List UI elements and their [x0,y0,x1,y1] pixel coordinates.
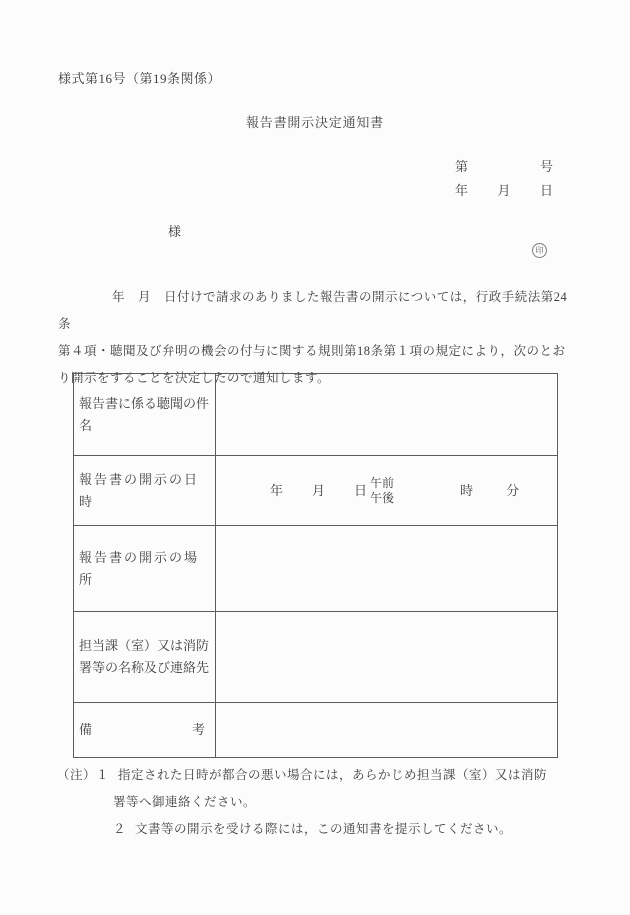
notes-block [57,762,575,843]
datetime-month-label: 月 [312,482,326,498]
row-value [216,612,558,703]
doc-number-line [455,156,553,175]
document-title: 報告書開示決定通知書 [245,115,384,130]
remarks-label [79,719,211,741]
datetime-year-label: 年 [270,482,284,498]
note-item-1-continued [113,789,575,816]
doc-number-suffix: 号 [539,159,553,174]
date-year-label: 年 [455,183,469,198]
am-label: 午前 [370,475,395,490]
row-value [216,374,558,456]
datetime-day-label: 日 [354,482,368,498]
table-row-contact-section [74,612,558,703]
datetime-hour-label: 時 [460,482,474,498]
seal-character: 印 [535,246,544,255]
note-marker: （注） [57,768,97,782]
datetime-minute-label: 分 [506,482,520,498]
table-row-remarks [74,703,558,758]
seal-icon [532,243,547,258]
am-pm-labels [370,476,394,506]
form-number: 様式第16号（第19条関係） [58,71,222,86]
row-label: 報告書に係る聴聞の件名 [74,374,216,456]
note-item-1 [57,762,575,789]
issue-date-line [455,180,553,199]
note-number: １ [96,768,110,782]
remarks-label-right: 考 [191,722,205,737]
table-row-disclosure-place [74,526,558,612]
note-text: 指定された日時が都合の悪い場合には，あらかじめ担当課（室）又は消防 [118,768,548,782]
disclosure-table [73,373,558,758]
doc-number-prefix: 第 [455,159,469,174]
datetime-value [221,476,553,506]
row-value [216,703,558,758]
body-line: 第４項・聴聞及び弁明の機会の付与に関する規則第18条第１項の規定により，次のとお [58,344,566,358]
note-number: ２ [113,822,127,836]
remarks-label-left: 備 [79,722,93,737]
note-text: 署等へ御連絡ください。 [113,795,257,809]
date-day-label: 日 [539,183,553,198]
body-line: 年 月 日付けで請求のありました報告書の開示については，行政手続法第24条 [58,290,568,331]
addressee-honorific: 様 [168,224,182,239]
row-label: 報告書の開示の場所 [74,526,216,612]
pm-label: 午後 [370,490,395,505]
date-month-label: 月 [497,183,511,198]
note-text: 文書等の開示を受ける際には，この通知書を提示してください。 [135,822,513,836]
row-label: 担当課（室）又は消防署等の名称及び連絡先 [74,612,216,703]
row-value [216,456,558,526]
row-label: 報告書の開示の日時 [74,456,216,526]
table-row-hearing-case-name [74,374,558,456]
row-label [74,703,216,758]
row-value [216,526,558,612]
note-item-2 [113,816,575,843]
table-row-disclosure-datetime [74,456,558,526]
body-line: り開示をすることを決定したので通知します。 [58,371,331,385]
